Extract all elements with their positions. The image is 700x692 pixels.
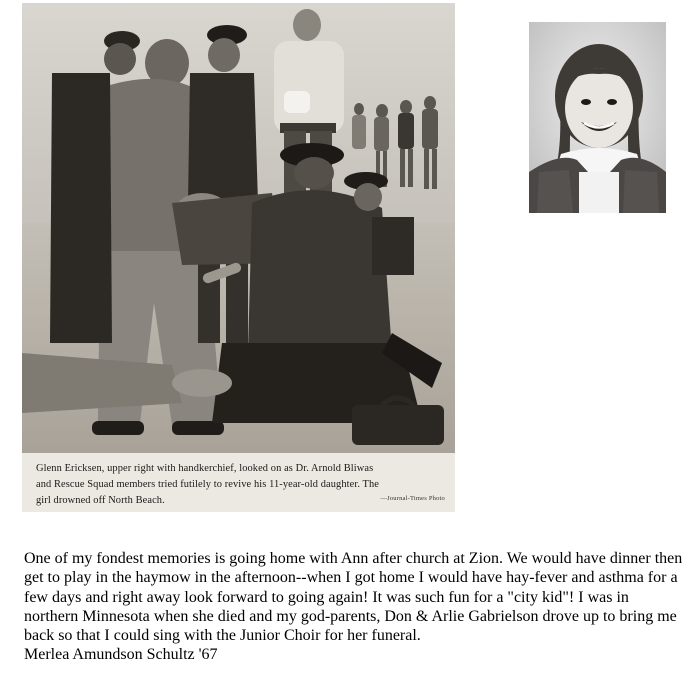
memory-text bbox=[24, 549, 684, 665]
caption-line: and Rescue Squad members tried futilely to revive his 11-year-old daughter. The bbox=[36, 479, 379, 490]
girl-portrait-photo bbox=[529, 22, 666, 213]
photo-credit: —Journal-Times Photo bbox=[380, 495, 445, 502]
caption-line: girl drowned off North Beach. bbox=[36, 495, 165, 506]
memory-paragraph: One of my fondest memories is going home with Ann after church at Zion. We would have dinner then get to play in the haymow in the afternoon--when I got home I would have hay-fever and asthma for a few days and right away look forward to going again! It was such fun for a "city kid"! I was in northern Minnesota when she died and my god-parents, Don & Arlie Gabrielson drove up to bring me back so that I could sing with the Junior Choir for her funeral. bbox=[24, 550, 683, 645]
newspaper-clipping bbox=[22, 3, 455, 512]
caption-line: Glenn Ericksen, upper right with handkerchief, looked on as Dr. Arnold Bliwas bbox=[36, 463, 374, 474]
memory-signature: Merlea Amundson Schultz '67 bbox=[24, 646, 218, 664]
portrait-illustration bbox=[529, 22, 666, 213]
beach-rescue-photo bbox=[22, 3, 455, 512]
